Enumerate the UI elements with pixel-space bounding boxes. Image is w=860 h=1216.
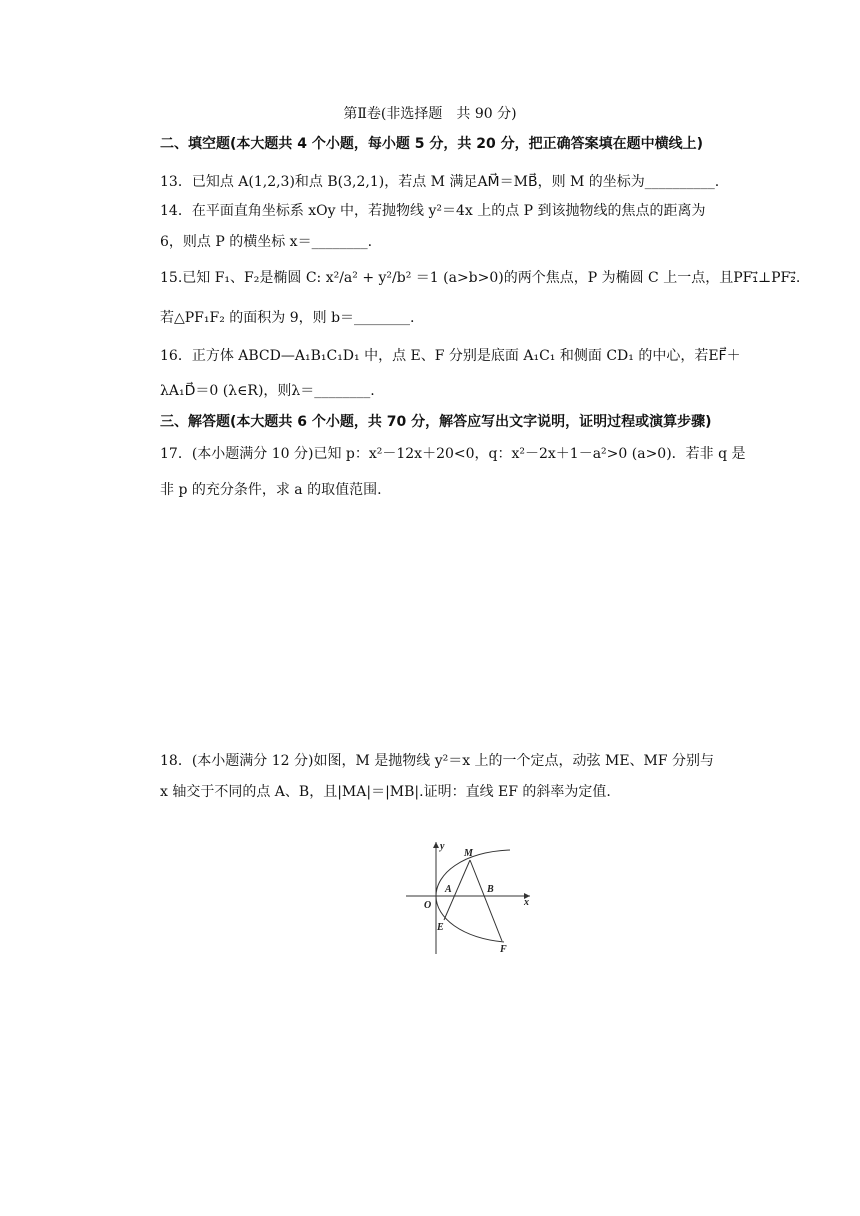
label-e: E [437, 922, 444, 933]
chord-mf [470, 860, 502, 941]
question-18-line-2: x 轴交于不同的点 A、B，且|MA|＝|MB|.证明：直线 EF 的斜率为定值. [160, 784, 611, 800]
question-18-line-1: 18．(本小题满分 12 分)如图，M 是抛物线 y²＝x 上的一个定点，动弦 ME、MF 分别与 [160, 753, 715, 769]
question-13: 13．已知点 A(1,2,3)和点 B(3,2,1)，若点 M 满足AM⃗＝MB⃗，则 M 的坐标为__________. [160, 174, 720, 190]
label-x: x [524, 897, 529, 908]
parabola-diagram [402, 838, 534, 958]
section-title: 第Ⅱ卷(非选择题 共 90 分) [343, 106, 517, 122]
question-14-line-2: 6，则点 P 的横坐标 x＝________. [160, 234, 373, 250]
label-y: y [440, 841, 445, 852]
fill-blank-header: 二、填空题(本大题共 4 个小题，每小题 5 分，共 20 分，把正确答案填在题中横线上) [160, 136, 704, 152]
question-15-line-2: 若△PF₁F₂ 的面积为 9，则 b＝________. [160, 310, 415, 326]
label-f: F [500, 944, 507, 955]
label-a: A [445, 884, 452, 895]
question-17-line-2: 非 p 的充分条件，求 a 的取值范围. [160, 482, 382, 498]
parabola-figure [402, 838, 534, 958]
label-m: M [464, 848, 473, 859]
y-axis-arrow [433, 842, 439, 848]
question-16-line-1: 16．正方体 ABCD—A₁B₁C₁D₁ 中，点 E、F 分别是底面 A₁C₁ 和侧面 CD₁ 的中心，若EF⃗＋ [160, 348, 741, 364]
answer-section-header: 三、解答题(本大题共 6 个小题，共 70 分，解答应写出文字说明，证明过程或演算步骤) [160, 414, 712, 430]
question-16-line-2: λA₁D⃗＝0 (λ∈R)，则λ＝________. [160, 383, 375, 399]
question-15-line-1: 15.已知 F₁、F₂是椭圆 C: x²/a² + y²/b² ＝1 (a>b>0)的两个焦点，P 为椭圆 C 上一点，且PF₁⃗⊥PF₂⃗. [160, 270, 801, 286]
label-b: B [487, 884, 494, 895]
question-17-line-1: 17．(本小题满分 10 分)已知 p：x²－12x＋20<0，q：x²－2x＋1－a²>0 (a>0)．若非 q 是 [160, 446, 746, 462]
question-14-line-1: 14．在平面直角坐标系 xOy 中，若抛物线 y²＝4x 上的点 P 到该抛物线的焦点的距离为 [160, 203, 706, 219]
label-o: O [424, 900, 432, 911]
